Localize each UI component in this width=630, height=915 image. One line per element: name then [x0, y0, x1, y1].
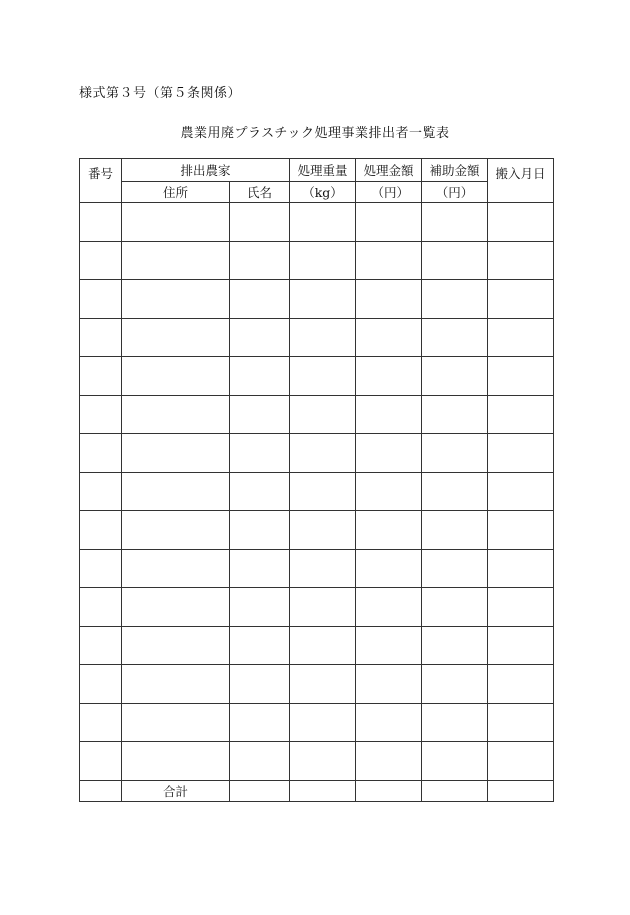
table-cell[interactable] [290, 588, 356, 627]
table-row [80, 203, 554, 242]
total-cell [290, 780, 356, 801]
table-cell[interactable] [356, 549, 422, 588]
table-cell[interactable] [80, 549, 122, 588]
table-cell[interactable] [488, 665, 554, 704]
table-row [80, 742, 554, 781]
total-cell [422, 780, 488, 801]
table-row [80, 472, 554, 511]
table-cell[interactable] [122, 511, 230, 550]
header-address: 住所 [122, 182, 230, 203]
table-cell[interactable] [80, 472, 122, 511]
table-cell[interactable] [122, 472, 230, 511]
table-cell[interactable] [422, 318, 488, 357]
table-cell[interactable] [230, 742, 290, 781]
table-cell[interactable] [290, 357, 356, 396]
table-cell[interactable] [422, 665, 488, 704]
table-cell[interactable] [290, 742, 356, 781]
table-cell[interactable] [356, 742, 422, 781]
table-cell[interactable] [290, 318, 356, 357]
header-cost-unit: （円） [356, 182, 422, 203]
table-cell[interactable] [422, 703, 488, 742]
table-cell[interactable] [122, 742, 230, 781]
table-cell[interactable] [230, 318, 290, 357]
table-cell[interactable] [488, 318, 554, 357]
total-cell [488, 780, 554, 801]
table-cell[interactable] [80, 318, 122, 357]
table-cell[interactable] [80, 742, 122, 781]
total-cell [80, 780, 122, 801]
table-cell[interactable] [422, 511, 488, 550]
table-row [80, 588, 554, 627]
header-subsidy-unit: （円） [422, 182, 488, 203]
table-row [80, 318, 554, 357]
table-cell[interactable] [422, 395, 488, 434]
table-cell[interactable] [230, 626, 290, 665]
table-cell[interactable] [230, 241, 290, 280]
data-rows [80, 203, 554, 781]
table-row [80, 549, 554, 588]
table-cell[interactable] [290, 703, 356, 742]
header-farmer: 排出農家 [122, 159, 290, 182]
header-date: 搬入月日 [488, 159, 554, 203]
table-cell[interactable] [290, 626, 356, 665]
table-row [80, 703, 554, 742]
table-cell[interactable] [230, 549, 290, 588]
table-cell[interactable] [356, 703, 422, 742]
table-cell[interactable] [488, 280, 554, 319]
table-cell[interactable] [80, 588, 122, 627]
table-cell[interactable] [230, 395, 290, 434]
table-cell[interactable] [488, 434, 554, 473]
table-row [80, 280, 554, 319]
table-cell[interactable] [488, 588, 554, 627]
table-cell[interactable] [422, 241, 488, 280]
table-row [80, 241, 554, 280]
document-title: 農業用廃プラスチック処理事業排出者一覧表 [180, 126, 450, 141]
table-cell[interactable] [80, 241, 122, 280]
table-cell[interactable] [230, 511, 290, 550]
table-row [80, 395, 554, 434]
table-cell[interactable] [488, 203, 554, 242]
table-row [80, 357, 554, 396]
table-cell[interactable] [122, 395, 230, 434]
table-cell[interactable] [122, 357, 230, 396]
header-name: 氏名 [230, 182, 290, 203]
table-cell[interactable] [230, 588, 290, 627]
table-cell[interactable] [80, 434, 122, 473]
table-cell[interactable] [230, 203, 290, 242]
table-cell[interactable] [356, 434, 422, 473]
table-cell[interactable] [230, 703, 290, 742]
table-cell[interactable] [230, 357, 290, 396]
table-cell[interactable] [290, 203, 356, 242]
table-cell[interactable] [356, 357, 422, 396]
table-cell[interactable] [356, 395, 422, 434]
table-cell[interactable] [290, 472, 356, 511]
table-cell[interactable] [122, 703, 230, 742]
table-cell[interactable] [122, 280, 230, 319]
table-cell[interactable] [488, 395, 554, 434]
header-row-2 [80, 182, 554, 203]
table-cell[interactable] [488, 472, 554, 511]
table-cell[interactable] [290, 280, 356, 319]
table-cell[interactable] [80, 280, 122, 319]
table-cell[interactable] [80, 357, 122, 396]
table-cell[interactable] [80, 665, 122, 704]
table-cell[interactable] [422, 549, 488, 588]
table-cell[interactable] [488, 511, 554, 550]
table-cell[interactable] [422, 357, 488, 396]
table-row [80, 665, 554, 704]
discharger-table [79, 158, 554, 802]
table-cell[interactable] [80, 203, 122, 242]
table-row [80, 434, 554, 473]
table-cell[interactable] [356, 241, 422, 280]
table-cell[interactable] [422, 742, 488, 781]
table-cell[interactable] [80, 626, 122, 665]
header-cost: 処理金額 [356, 159, 422, 182]
header-weight-unit: （kg） [290, 182, 356, 203]
header-row-1 [80, 159, 554, 182]
table-cell[interactable] [422, 472, 488, 511]
table-cell[interactable] [488, 703, 554, 742]
table-cell[interactable] [230, 434, 290, 473]
table-cell[interactable] [122, 434, 230, 473]
table-cell[interactable] [356, 626, 422, 665]
table-cell[interactable] [122, 241, 230, 280]
table-cell[interactable] [290, 241, 356, 280]
table-cell[interactable] [122, 665, 230, 704]
total-label: 合計 [122, 780, 230, 801]
table-cell[interactable] [230, 472, 290, 511]
table-cell[interactable] [122, 203, 230, 242]
table-cell[interactable] [356, 588, 422, 627]
table-cell[interactable] [230, 665, 290, 704]
total-cell [230, 780, 290, 801]
table-cell[interactable] [422, 203, 488, 242]
table-cell[interactable] [356, 472, 422, 511]
table-cell[interactable] [356, 665, 422, 704]
table-cell[interactable] [80, 395, 122, 434]
table-cell[interactable] [356, 203, 422, 242]
table-cell[interactable] [356, 280, 422, 319]
header-subsidy: 補助金額 [422, 159, 488, 182]
table-row [80, 626, 554, 665]
table-cell[interactable] [80, 511, 122, 550]
table-cell[interactable] [290, 395, 356, 434]
table-cell[interactable] [422, 626, 488, 665]
table-cell[interactable] [488, 357, 554, 396]
header-weight: 処理重量 [290, 159, 356, 182]
header-number: 番号 [80, 159, 122, 203]
table-cell[interactable] [488, 549, 554, 588]
table-cell[interactable] [422, 434, 488, 473]
table-row [80, 511, 554, 550]
table-cell[interactable] [290, 511, 356, 550]
table-cell[interactable] [290, 665, 356, 704]
table-cell[interactable] [356, 318, 422, 357]
total-cell [356, 780, 422, 801]
table-cell[interactable] [290, 434, 356, 473]
table-cell[interactable] [290, 549, 356, 588]
table-cell[interactable] [122, 549, 230, 588]
form-number: 様式第３号（第５条関係） [79, 86, 242, 101]
table-cell[interactable] [230, 280, 290, 319]
table-cell[interactable] [80, 703, 122, 742]
table-cell[interactable] [488, 626, 554, 665]
table-cell[interactable] [122, 318, 230, 357]
table-cell[interactable] [122, 588, 230, 627]
table-cell[interactable] [356, 511, 422, 550]
table-cell[interactable] [488, 742, 554, 781]
table-cell[interactable] [122, 626, 230, 665]
table-cell[interactable] [488, 241, 554, 280]
table-cell[interactable] [422, 280, 488, 319]
table-cell[interactable] [422, 588, 488, 627]
total-row [80, 780, 554, 801]
